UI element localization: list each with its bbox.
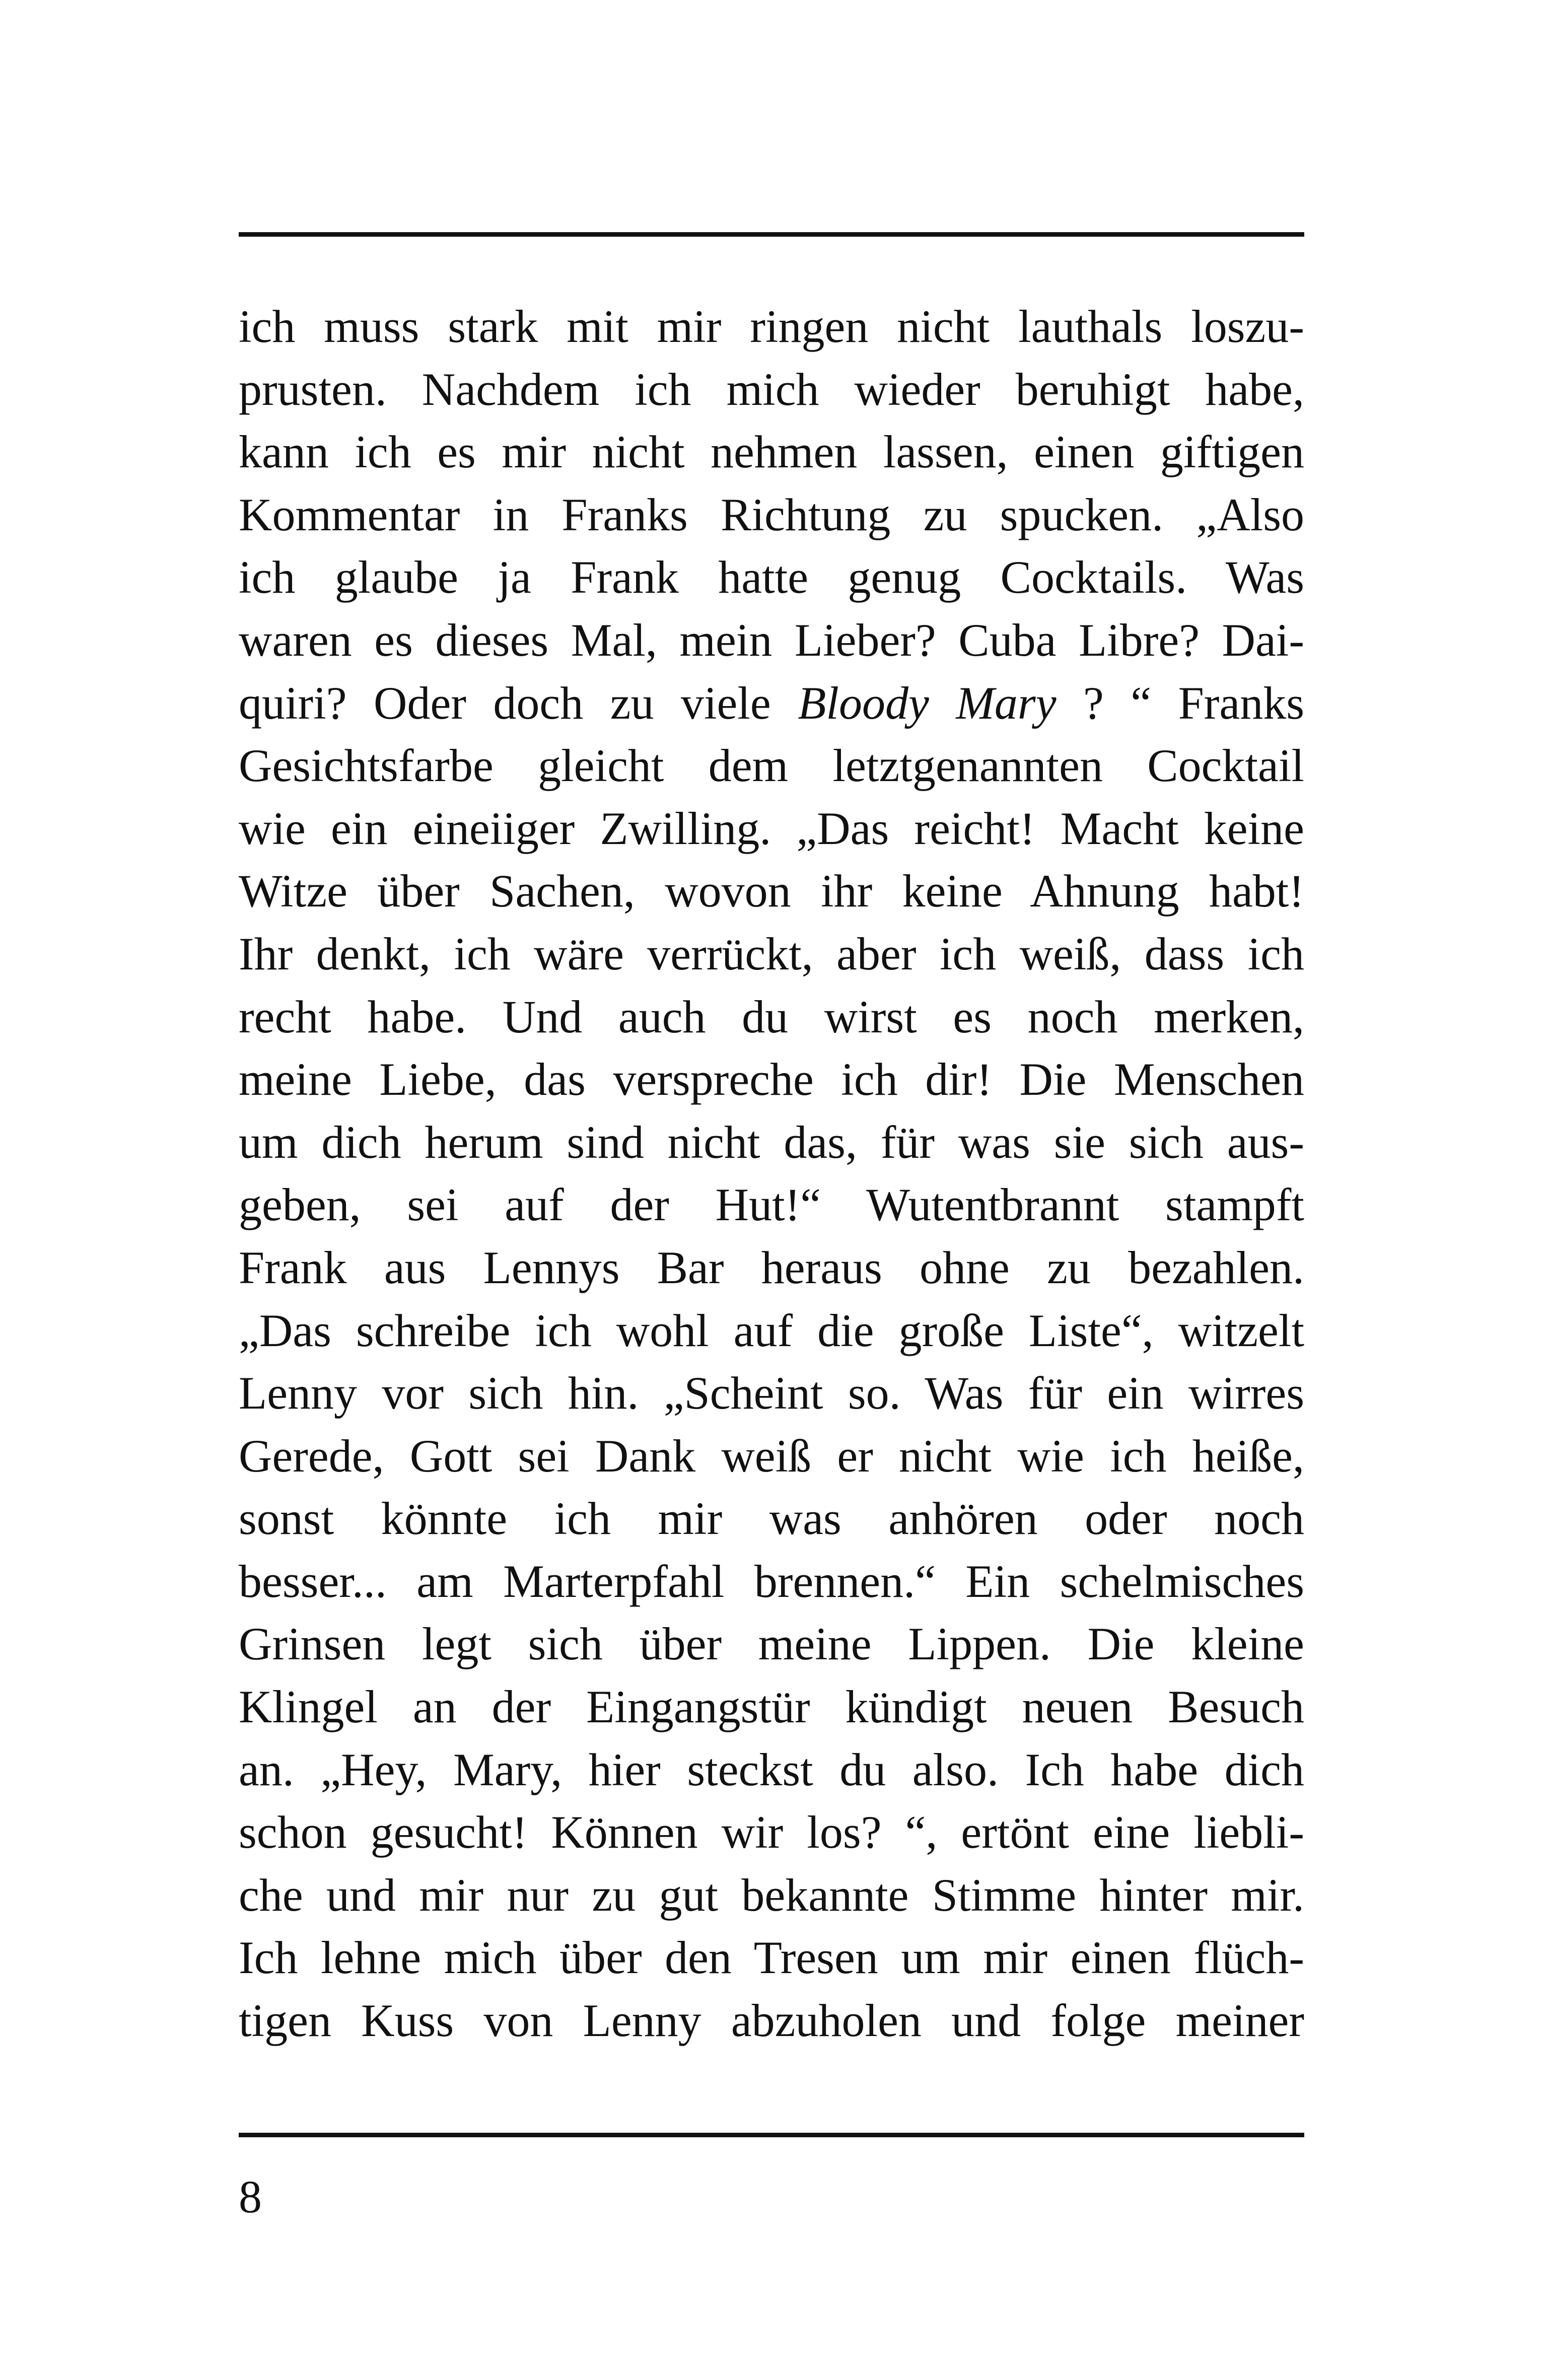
text-line: Kommentar in Franks Richtung zu spucken. „Also	[239, 488, 1304, 540]
text-line: Lenny vor sich hin. „Scheint so. Was für ein wirres	[239, 1367, 1304, 1419]
cocktail-name-italic: Bloody Mary	[798, 677, 1057, 729]
text-line: Ihr denkt, ich wäre verrückt, aber ich weiß, dass ich	[239, 928, 1304, 979]
text-line: ich glaube ja Frank hatte genug Cocktails. Was	[239, 551, 1304, 603]
text-line: „Das schreibe ich wohl auf die große Liste“, witzelt	[239, 1304, 1304, 1356]
text-line: Grinsen legt sich über meine Lippen. Die kleine	[239, 1618, 1304, 1670]
text-line: kann ich es mir nicht nehmen lassen, einen giftigen	[239, 426, 1304, 478]
text-line: waren es dieses Mal, mein Lieber? Cuba Libre? Dai-	[239, 614, 1304, 666]
page-number: 8	[239, 2171, 262, 2222]
text-line: Gerede, Gott sei Dank weiß er nicht wie ich heiße,	[239, 1430, 1304, 1482]
body-text	[239, 295, 1304, 2052]
text-line: um dich herum sind nicht das, für was sie sich aus-	[239, 1116, 1304, 1168]
text-line: besser... am Marterpfahl brennen.“ Ein schelmisches	[239, 1555, 1304, 1607]
text-line: an. „Hey, Mary, hier steckst du also. Ich habe dich	[239, 1743, 1304, 1795]
text-fragment: quiri? Oder doch zu viele	[239, 677, 798, 729]
text-line: Witze über Sachen, wovon ihr keine Ahnung habt!	[239, 865, 1304, 917]
text-line: ich muss stark mit mir ringen nicht lauthals loszu-	[239, 301, 1304, 352]
text-line: Gesichtsfarbe gleicht dem letztgenannten Cocktail	[239, 740, 1304, 792]
text-line: meine Liebe, das verspreche ich dir! Die Menschen	[239, 1054, 1304, 1105]
text-line: Klingel an der Eingangstür kündigt neuen Besuch	[239, 1681, 1304, 1733]
text-line: schon gesucht! Können wir los? “, ertönt eine liebli-	[239, 1806, 1304, 1858]
footer-rule	[239, 2133, 1304, 2137]
text-line: sonst könnte ich mir was anhören oder noch	[239, 1493, 1304, 1545]
text-line: che und mir nur zu gut bekannte Stimme hinter mir.	[239, 1869, 1304, 1921]
text-line: geben, sei auf der Hut!“ Wutentbrannt stampft	[239, 1179, 1304, 1231]
text-line: wie ein eineiiger Zwilling. „Das reicht! Macht keine	[239, 802, 1304, 854]
text-line: tigen Kuss von Lenny abzuholen und folge meiner	[239, 1995, 1304, 2047]
text-line: prusten. Nachdem ich mich wieder beruhigt habe,	[239, 363, 1304, 415]
text-fragment: ? “ Franks	[1056, 677, 1305, 729]
text-line	[239, 672, 1304, 735]
text-line: Frank aus Lennys Bar heraus ohne zu bezahlen.	[239, 1241, 1304, 1293]
text-line: recht habe. Und auch du wirst es noch merken,	[239, 991, 1304, 1042]
header-rule	[239, 232, 1304, 237]
text-line: Ich lehne mich über den Tresen um mir einen flüch-	[239, 1932, 1304, 1984]
